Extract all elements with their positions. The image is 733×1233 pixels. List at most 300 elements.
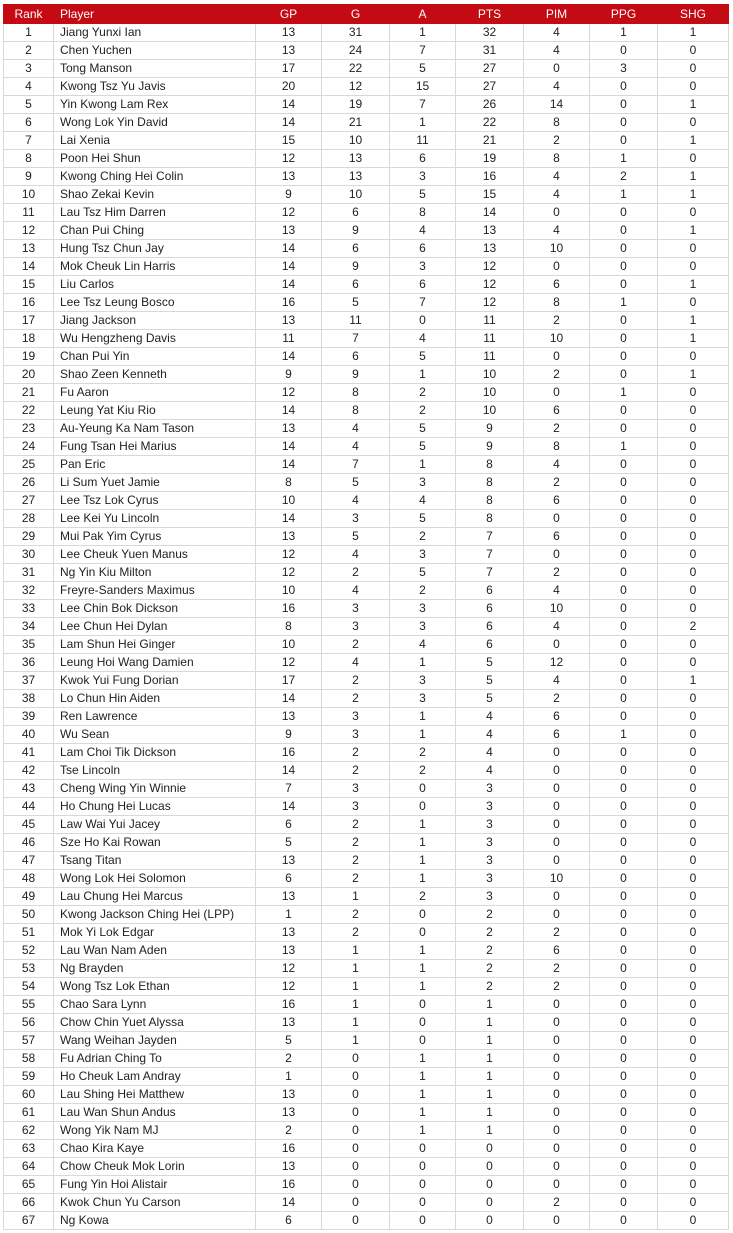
points-cell: 2: [456, 942, 524, 960]
assists-cell: 1: [390, 654, 456, 672]
assists-cell: 0: [390, 1014, 456, 1032]
table-row: [4, 330, 729, 348]
pim-cell: 6: [524, 726, 590, 744]
ppg-cell: 0: [590, 276, 658, 294]
ppg-cell: 0: [590, 420, 658, 438]
pim-cell: 0: [524, 1068, 590, 1086]
goals-cell: 22: [322, 60, 390, 78]
col-header-pim[interactable]: PIM: [524, 5, 590, 24]
table-row: [4, 60, 729, 78]
gp-cell: 13: [256, 42, 322, 60]
gp-cell: 14: [256, 276, 322, 294]
gp-cell: 14: [256, 510, 322, 528]
rank-cell: 3: [4, 60, 54, 78]
player-name-cell: Lee Tsz Lok Cyrus: [54, 492, 256, 510]
col-header-shg[interactable]: SHG: [658, 5, 729, 24]
goals-cell: 12: [322, 78, 390, 96]
points-cell: 11: [456, 312, 524, 330]
ppg-cell: 1: [590, 726, 658, 744]
gp-cell: 13: [256, 852, 322, 870]
ppg-cell: 2: [590, 168, 658, 186]
points-cell: 3: [456, 834, 524, 852]
goals-cell: 3: [322, 798, 390, 816]
pim-cell: 0: [524, 852, 590, 870]
gp-cell: 14: [256, 240, 322, 258]
assists-cell: 0: [390, 924, 456, 942]
ppg-cell: 0: [590, 402, 658, 420]
assists-cell: 3: [390, 690, 456, 708]
points-cell: 16: [456, 168, 524, 186]
ppg-cell: 0: [590, 1122, 658, 1140]
pim-cell: 10: [524, 240, 590, 258]
player-name-cell: Lau Chung Hei Marcus: [54, 888, 256, 906]
col-header-gp[interactable]: GP: [256, 5, 322, 24]
goals-cell: 2: [322, 762, 390, 780]
assists-cell: 2: [390, 888, 456, 906]
ppg-cell: 0: [590, 510, 658, 528]
assists-cell: 1: [390, 708, 456, 726]
goals-cell: 24: [322, 42, 390, 60]
goals-cell: 2: [322, 744, 390, 762]
pim-cell: 0: [524, 798, 590, 816]
shg-cell: 0: [658, 1194, 729, 1212]
rank-cell: 23: [4, 420, 54, 438]
points-cell: 1: [456, 1050, 524, 1068]
goals-cell: 2: [322, 564, 390, 582]
ppg-cell: 0: [590, 204, 658, 222]
points-cell: 0: [456, 1140, 524, 1158]
ppg-cell: 0: [590, 1158, 658, 1176]
player-name-cell: Mok Yi Lok Edgar: [54, 924, 256, 942]
gp-cell: 1: [256, 1068, 322, 1086]
ppg-cell: 0: [590, 582, 658, 600]
pim-cell: 0: [524, 834, 590, 852]
pim-cell: 8: [524, 114, 590, 132]
points-cell: 7: [456, 546, 524, 564]
assists-cell: 2: [390, 528, 456, 546]
shg-cell: 0: [658, 1050, 729, 1068]
shg-cell: 0: [658, 510, 729, 528]
assists-cell: 6: [390, 150, 456, 168]
rank-cell: 35: [4, 636, 54, 654]
table-row: [4, 600, 729, 618]
gp-cell: 16: [256, 1176, 322, 1194]
pim-cell: 4: [524, 168, 590, 186]
player-name-cell: Hung Tsz Chun Jay: [54, 240, 256, 258]
pim-cell: 6: [524, 402, 590, 420]
rank-cell: 52: [4, 942, 54, 960]
assists-cell: 0: [390, 1032, 456, 1050]
rank-cell: 60: [4, 1086, 54, 1104]
assists-cell: 1: [390, 1068, 456, 1086]
goals-cell: 0: [322, 1176, 390, 1194]
points-cell: 26: [456, 96, 524, 114]
assists-cell: 4: [390, 222, 456, 240]
rank-cell: 26: [4, 474, 54, 492]
goals-cell: 10: [322, 132, 390, 150]
gp-cell: 13: [256, 1086, 322, 1104]
table-row: [4, 348, 729, 366]
ppg-cell: 0: [590, 942, 658, 960]
ppg-cell: 0: [590, 1086, 658, 1104]
pim-cell: 0: [524, 204, 590, 222]
pim-cell: 8: [524, 294, 590, 312]
rank-cell: 67: [4, 1212, 54, 1230]
shg-cell: 1: [658, 96, 729, 114]
gp-cell: 14: [256, 438, 322, 456]
col-header-ppg[interactable]: PPG: [590, 5, 658, 24]
shg-cell: 0: [658, 78, 729, 96]
goals-cell: 1: [322, 1014, 390, 1032]
gp-cell: 13: [256, 1104, 322, 1122]
assists-cell: 5: [390, 60, 456, 78]
points-cell: 32: [456, 24, 524, 42]
rank-cell: 42: [4, 762, 54, 780]
points-cell: 19: [456, 150, 524, 168]
table-row: [4, 852, 729, 870]
pim-cell: 0: [524, 546, 590, 564]
goals-cell: 19: [322, 96, 390, 114]
gp-cell: 13: [256, 24, 322, 42]
points-cell: 11: [456, 348, 524, 366]
goals-cell: 1: [322, 1032, 390, 1050]
goals-cell: 3: [322, 600, 390, 618]
goals-cell: 1: [322, 978, 390, 996]
gp-cell: 12: [256, 654, 322, 672]
assists-cell: 3: [390, 618, 456, 636]
table-row: [4, 78, 729, 96]
gp-cell: 8: [256, 474, 322, 492]
player-stats-table: [3, 4, 729, 1230]
goals-cell: 5: [322, 294, 390, 312]
stats-table-container: [3, 4, 728, 1230]
ppg-cell: 0: [590, 600, 658, 618]
points-cell: 10: [456, 384, 524, 402]
points-cell: 0: [456, 1176, 524, 1194]
points-cell: 6: [456, 600, 524, 618]
shg-cell: 0: [658, 636, 729, 654]
header-row: [4, 5, 729, 24]
pim-cell: 0: [524, 780, 590, 798]
gp-cell: 20: [256, 78, 322, 96]
goals-cell: 2: [322, 906, 390, 924]
goals-cell: 1: [322, 942, 390, 960]
points-cell: 1: [456, 1086, 524, 1104]
shg-cell: 0: [658, 960, 729, 978]
assists-cell: 0: [390, 1176, 456, 1194]
gp-cell: 12: [256, 564, 322, 582]
table-row: [4, 960, 729, 978]
player-name-cell: Lee Cheuk Yuen Manus: [54, 546, 256, 564]
shg-cell: 0: [658, 150, 729, 168]
points-cell: 12: [456, 258, 524, 276]
ppg-cell: 3: [590, 60, 658, 78]
ppg-cell: 0: [590, 870, 658, 888]
goals-cell: 1: [322, 960, 390, 978]
rank-cell: 21: [4, 384, 54, 402]
player-name-cell: Wong Tsz Lok Ethan: [54, 978, 256, 996]
shg-cell: 0: [658, 204, 729, 222]
points-cell: 0: [456, 1194, 524, 1212]
assists-cell: 1: [390, 1104, 456, 1122]
pim-cell: 0: [524, 60, 590, 78]
gp-cell: 16: [256, 1140, 322, 1158]
goals-cell: 2: [322, 816, 390, 834]
gp-cell: 13: [256, 222, 322, 240]
goals-cell: 3: [322, 708, 390, 726]
table-row: [4, 978, 729, 996]
col-header-a[interactable]: A: [390, 5, 456, 24]
player-name-cell: Ho Cheuk Lam Andray: [54, 1068, 256, 1086]
gp-cell: 14: [256, 798, 322, 816]
pim-cell: 2: [524, 1194, 590, 1212]
pim-cell: 0: [524, 744, 590, 762]
table-row: [4, 636, 729, 654]
ppg-cell: 0: [590, 240, 658, 258]
player-name-cell: Lam Shun Hei Ginger: [54, 636, 256, 654]
pim-cell: 4: [524, 222, 590, 240]
shg-cell: 0: [658, 1158, 729, 1176]
goals-cell: 0: [322, 1104, 390, 1122]
shg-cell: 1: [658, 222, 729, 240]
ppg-cell: 0: [590, 906, 658, 924]
col-header-player[interactable]: Player: [54, 5, 256, 24]
player-name-cell: Pan Eric: [54, 456, 256, 474]
points-cell: 5: [456, 690, 524, 708]
assists-cell: 1: [390, 978, 456, 996]
rank-cell: 48: [4, 870, 54, 888]
table-row: [4, 1158, 729, 1176]
gp-cell: 1: [256, 906, 322, 924]
shg-cell: 0: [658, 744, 729, 762]
shg-cell: 0: [658, 384, 729, 402]
rank-cell: 5: [4, 96, 54, 114]
ppg-cell: 0: [590, 1104, 658, 1122]
player-name-cell: Lo Chun Hin Aiden: [54, 690, 256, 708]
player-name-cell: Wu Sean: [54, 726, 256, 744]
gp-cell: 5: [256, 834, 322, 852]
table-row: [4, 1050, 729, 1068]
rank-cell: 41: [4, 744, 54, 762]
pim-cell: 0: [524, 1122, 590, 1140]
shg-cell: 1: [658, 312, 729, 330]
pim-cell: 0: [524, 1086, 590, 1104]
gp-cell: 13: [256, 1158, 322, 1176]
gp-cell: 14: [256, 762, 322, 780]
table-row: [4, 150, 729, 168]
goals-cell: 7: [322, 456, 390, 474]
table-row: [4, 258, 729, 276]
points-cell: 1: [456, 1032, 524, 1050]
goals-cell: 5: [322, 474, 390, 492]
points-cell: 13: [456, 240, 524, 258]
points-cell: 3: [456, 780, 524, 798]
shg-cell: 1: [658, 132, 729, 150]
table-header: [4, 5, 729, 24]
table-row: [4, 780, 729, 798]
ppg-cell: 0: [590, 762, 658, 780]
gp-cell: 12: [256, 978, 322, 996]
pim-cell: 0: [524, 906, 590, 924]
col-header-pts[interactable]: PTS: [456, 5, 524, 24]
shg-cell: 0: [658, 438, 729, 456]
goals-cell: 8: [322, 402, 390, 420]
points-cell: 4: [456, 726, 524, 744]
gp-cell: 12: [256, 204, 322, 222]
points-cell: 7: [456, 528, 524, 546]
assists-cell: 15: [390, 78, 456, 96]
gp-cell: 16: [256, 744, 322, 762]
table-row: [4, 582, 729, 600]
player-name-cell: Shao Zekai Kevin: [54, 186, 256, 204]
shg-cell: 1: [658, 330, 729, 348]
points-cell: 3: [456, 798, 524, 816]
table-row: [4, 906, 729, 924]
rank-cell: 65: [4, 1176, 54, 1194]
shg-cell: 0: [658, 528, 729, 546]
table-row: [4, 276, 729, 294]
rank-cell: 1: [4, 24, 54, 42]
points-cell: 6: [456, 636, 524, 654]
rank-cell: 19: [4, 348, 54, 366]
gp-cell: 17: [256, 672, 322, 690]
assists-cell: 1: [390, 852, 456, 870]
player-name-cell: Chow Chin Yuet Alyssa: [54, 1014, 256, 1032]
gp-cell: 11: [256, 330, 322, 348]
pim-cell: 4: [524, 78, 590, 96]
assists-cell: 4: [390, 492, 456, 510]
shg-cell: 0: [658, 708, 729, 726]
rank-cell: 34: [4, 618, 54, 636]
gp-cell: 13: [256, 1014, 322, 1032]
pim-cell: 0: [524, 1050, 590, 1068]
gp-cell: 12: [256, 150, 322, 168]
pim-cell: 4: [524, 582, 590, 600]
ppg-cell: 0: [590, 1140, 658, 1158]
shg-cell: 0: [658, 294, 729, 312]
goals-cell: 9: [322, 222, 390, 240]
points-cell: 11: [456, 330, 524, 348]
shg-cell: 0: [658, 780, 729, 798]
shg-cell: 0: [658, 60, 729, 78]
gp-cell: 2: [256, 1122, 322, 1140]
table-row: [4, 510, 729, 528]
points-cell: 15: [456, 186, 524, 204]
points-cell: 22: [456, 114, 524, 132]
rank-cell: 7: [4, 132, 54, 150]
gp-cell: 13: [256, 420, 322, 438]
rank-cell: 20: [4, 366, 54, 384]
points-cell: 9: [456, 420, 524, 438]
table-row: [4, 870, 729, 888]
assists-cell: 1: [390, 1086, 456, 1104]
goals-cell: 3: [322, 618, 390, 636]
rank-cell: 27: [4, 492, 54, 510]
rank-cell: 8: [4, 150, 54, 168]
rank-cell: 18: [4, 330, 54, 348]
ppg-cell: 0: [590, 1176, 658, 1194]
shg-cell: 0: [658, 348, 729, 366]
ppg-cell: 0: [590, 222, 658, 240]
player-name-cell: Wu Hengzheng Davis: [54, 330, 256, 348]
rank-cell: 38: [4, 690, 54, 708]
gp-cell: 13: [256, 168, 322, 186]
goals-cell: 2: [322, 870, 390, 888]
points-cell: 0: [456, 1212, 524, 1230]
table-row: [4, 204, 729, 222]
pim-cell: 0: [524, 348, 590, 366]
player-name-cell: Cheng Wing Yin Winnie: [54, 780, 256, 798]
goals-cell: 1: [322, 996, 390, 1014]
table-row: [4, 114, 729, 132]
ppg-cell: 0: [590, 996, 658, 1014]
goals-cell: 0: [322, 1050, 390, 1068]
shg-cell: 0: [658, 690, 729, 708]
player-name-cell: Au-Yeung Ka Nam Tason: [54, 420, 256, 438]
player-name-cell: Fung Tsan Hei Marius: [54, 438, 256, 456]
rank-cell: 13: [4, 240, 54, 258]
rank-cell: 10: [4, 186, 54, 204]
player-name-cell: Leung Hoi Wang Damien: [54, 654, 256, 672]
gp-cell: 15: [256, 132, 322, 150]
rank-cell: 28: [4, 510, 54, 528]
assists-cell: 1: [390, 1050, 456, 1068]
points-cell: 12: [456, 294, 524, 312]
points-cell: 27: [456, 60, 524, 78]
pim-cell: 2: [524, 564, 590, 582]
ppg-cell: 0: [590, 816, 658, 834]
player-name-cell: Tse Lincoln: [54, 762, 256, 780]
assists-cell: 2: [390, 744, 456, 762]
pim-cell: 6: [524, 492, 590, 510]
goals-cell: 2: [322, 852, 390, 870]
goals-cell: 6: [322, 348, 390, 366]
player-name-cell: Lee Chin Bok Dickson: [54, 600, 256, 618]
rank-cell: 36: [4, 654, 54, 672]
table-body: [4, 24, 729, 1230]
goals-cell: 2: [322, 834, 390, 852]
col-header-g[interactable]: G: [322, 5, 390, 24]
ppg-cell: 0: [590, 1194, 658, 1212]
gp-cell: 5: [256, 1032, 322, 1050]
col-header-rank[interactable]: Rank: [4, 5, 54, 24]
shg-cell: 0: [658, 996, 729, 1014]
shg-cell: 0: [658, 600, 729, 618]
points-cell: 8: [456, 456, 524, 474]
goals-cell: 0: [322, 1212, 390, 1230]
player-name-cell: Chan Pui Ching: [54, 222, 256, 240]
shg-cell: 0: [658, 240, 729, 258]
goals-cell: 4: [322, 654, 390, 672]
ppg-cell: 0: [590, 474, 658, 492]
shg-cell: 0: [658, 654, 729, 672]
pim-cell: 2: [524, 312, 590, 330]
rank-cell: 12: [4, 222, 54, 240]
pim-cell: 10: [524, 600, 590, 618]
table-row: [4, 474, 729, 492]
ppg-cell: 0: [590, 852, 658, 870]
table-row: [4, 1176, 729, 1194]
ppg-cell: 1: [590, 150, 658, 168]
goals-cell: 0: [322, 1158, 390, 1176]
pim-cell: 6: [524, 528, 590, 546]
points-cell: 14: [456, 204, 524, 222]
table-row: [4, 384, 729, 402]
ppg-cell: 0: [590, 546, 658, 564]
rank-cell: 16: [4, 294, 54, 312]
shg-cell: 1: [658, 276, 729, 294]
table-row: [4, 924, 729, 942]
